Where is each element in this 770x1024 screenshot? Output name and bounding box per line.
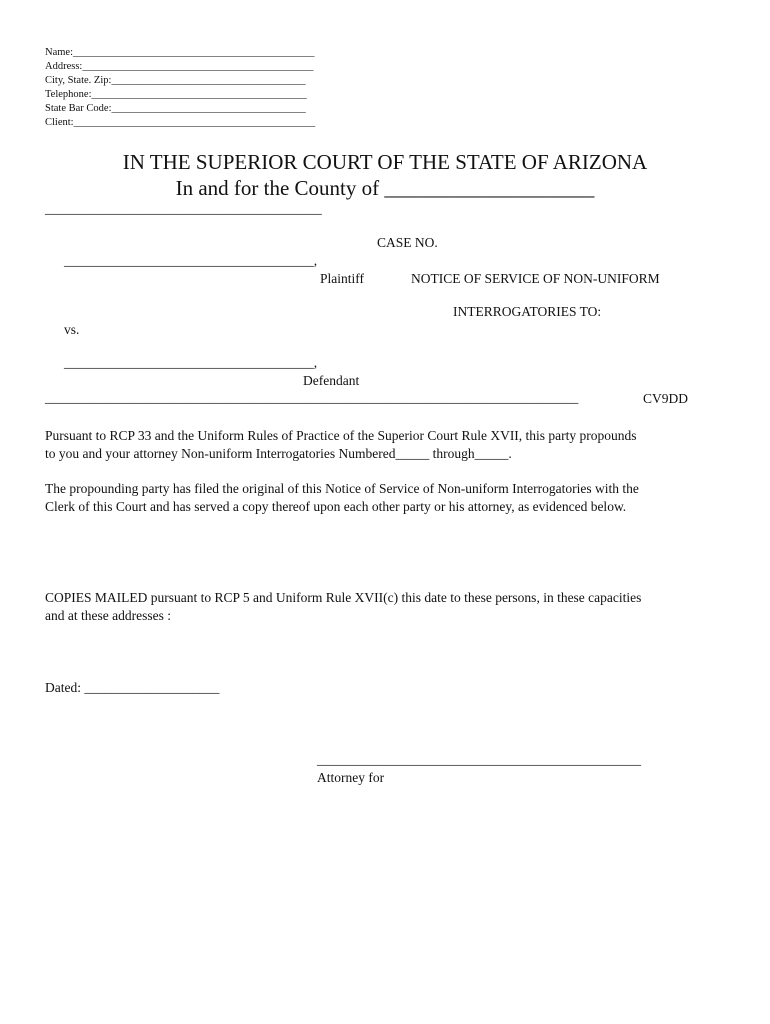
attorney-for-label: Attorney for [317, 770, 385, 785]
telephone-field: Telephone:_________________________________________ [45, 89, 307, 100]
paragraph-line: to you and your attorney Non-uniform Interrogatories Numbered_____ through_____. [45, 446, 512, 461]
state-bar-code-field: State Bar Code:_____________________________________ [45, 103, 306, 114]
notice-title-line1: NOTICE OF SERVICE OF NON-UNIFORM [411, 271, 660, 286]
address-field: Address:____________________________________________ [45, 61, 314, 72]
signature-line: ________________________________________________ [317, 752, 641, 767]
form-code: CV9DD [643, 391, 689, 406]
caption-top-rule: _________________________________________ [45, 201, 322, 216]
caption-bottom-rule: _______________________________________________________________________________ [45, 390, 579, 405]
defendant-name-line: _____________________________________, [64, 355, 318, 370]
client-field: Client:______________________________________________ [45, 117, 316, 128]
plaintiff-label: Plaintiff [320, 271, 365, 286]
county-line: In and for the County of ____________________ [175, 176, 595, 200]
paragraph-filed [45, 480, 727, 516]
plaintiff-name-line: _____________________________________, [64, 253, 318, 268]
paragraph-propounds [45, 427, 727, 463]
city-state-zip-field: City, State. Zip:_____________________________________ [45, 75, 306, 86]
paragraph-line: and at these addresses : [45, 608, 171, 623]
dated-field: Dated: ____________________ [45, 680, 220, 695]
paragraph-line: The propounding party has filed the original of this Notice of Service of Non-uniform Interrogatories with the [45, 481, 639, 496]
paragraph-line: Pursuant to RCP 33 and the Uniform Rules of Practice of the Superior Court Rule XVII, this party propounds [45, 428, 637, 443]
name-field: Name:______________________________________________ [45, 47, 315, 58]
paragraph-line: COPIES MAILED pursuant to RCP 5 and Uniform Rule XVII(c) this date to these persons, in these capacities [45, 590, 642, 605]
court-title: IN THE SUPERIOR COURT OF THE STATE OF ARIZONA [122, 150, 648, 174]
defendant-label: Defendant [303, 373, 360, 388]
versus-label: vs. [64, 322, 80, 337]
case-number-label: CASE NO. [377, 235, 438, 250]
paragraph-line: Clerk of this Court and has served a copy thereof upon each other party or his attorney, as evidenced below. [45, 499, 627, 514]
notice-title-line2: INTERROGATORIES TO: [453, 304, 602, 319]
paragraph-copies-mailed [45, 589, 727, 625]
